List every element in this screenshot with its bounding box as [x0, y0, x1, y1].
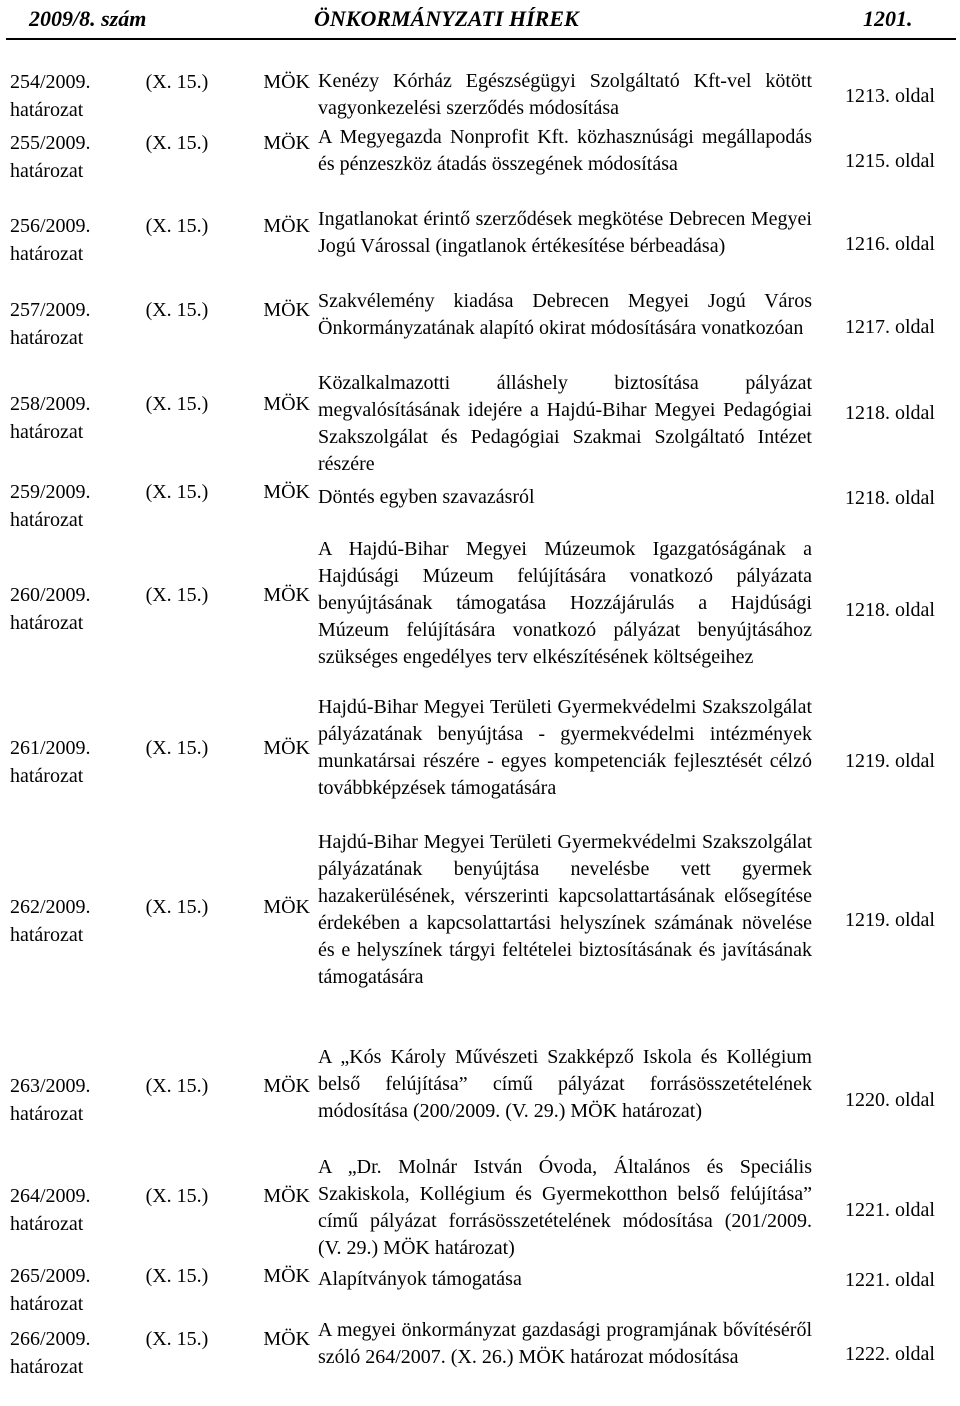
resolution-kind: határozat — [10, 1103, 84, 1125]
page-reference: 1213. oldal — [845, 85, 935, 107]
reference-line — [10, 1072, 310, 1100]
index-entry — [0, 206, 960, 288]
reference-line — [10, 581, 310, 609]
resolution-body: MÖK — [263, 1265, 310, 1287]
reference-line — [10, 296, 310, 324]
resolution-kind: határozat — [10, 327, 84, 349]
reference-line — [10, 390, 310, 418]
resolution-title: Ingatlanokat érintő szerződések megkötése Debrecen Megyei Jogú Várossal (ingatlanok értékesítése bérbeadása) — [318, 208, 812, 257]
page-reference: 1219. oldal — [845, 750, 935, 772]
resolution-reference — [10, 734, 310, 790]
resolution-body: MÖK — [263, 71, 310, 93]
resolution-kind: határozat — [10, 612, 84, 634]
resolution-reference — [10, 68, 310, 124]
resolution-body: MÖK — [263, 1185, 310, 1207]
resolution-title: A Megyegazda Nonprofit Kft. közhasznúsági megállapodás és pénzeszköz átadás összegének módosítása — [318, 126, 812, 175]
resolution-body: MÖK — [263, 132, 310, 154]
resolution-date: (X. 15.) — [145, 1185, 209, 1207]
page-reference: 1215. oldal — [845, 150, 935, 172]
resolution-date: (X. 15.) — [145, 215, 209, 237]
page-reference: 1218. oldal — [845, 402, 935, 424]
resolution-reference — [10, 390, 310, 446]
resolution-number: 258/2009. — [10, 393, 91, 415]
page-reference: 1221. oldal — [845, 1269, 935, 1291]
index-entry — [0, 68, 960, 124]
resolution-number: 259/2009. — [10, 481, 91, 503]
resolution-date: (X. 15.) — [145, 584, 209, 606]
resolution-number: 254/2009. — [10, 71, 91, 93]
resolution-body: MÖK — [263, 1328, 310, 1350]
resolution-number: 266/2009. — [10, 1328, 91, 1350]
resolution-number: 265/2009. — [10, 1265, 91, 1287]
page-reference: 1217. oldal — [845, 316, 935, 338]
reference-line — [10, 1325, 310, 1353]
reference-line — [10, 478, 310, 506]
page-reference: 1218. oldal — [845, 487, 935, 509]
resolution-title: A „Kós Károly Művészeti Szakképző Iskola és Kollégium belső felújítása” című pályázat forrásösszetételének módosítása (200/2009. (V. 29.) MÖK határozat) — [318, 1046, 812, 1122]
resolution-body: MÖK — [263, 299, 310, 321]
page-reference: 1219. oldal — [845, 909, 935, 931]
page-reference: 1221. oldal — [845, 1199, 935, 1221]
resolution-title: Döntés egyben szavazásról — [318, 486, 535, 508]
index-entry — [0, 288, 960, 370]
resolution-kind: határozat — [10, 1213, 84, 1235]
resolution-reference — [10, 1182, 310, 1238]
resolution-number: 255/2009. — [10, 132, 91, 154]
publication-title: ÖNKORMÁNYZATI HÍREK — [314, 6, 579, 31]
resolution-kind: határozat — [10, 765, 84, 787]
resolution-reference — [10, 296, 310, 352]
resolution-kind: határozat — [10, 924, 84, 946]
resolution-date: (X. 15.) — [145, 393, 209, 415]
resolution-reference — [10, 893, 310, 949]
resolution-date: (X. 15.) — [145, 896, 209, 918]
resolution-body: MÖK — [263, 481, 310, 503]
index-entry — [0, 829, 960, 1044]
resolution-date: (X. 15.) — [145, 132, 209, 154]
resolution-date: (X. 15.) — [145, 1328, 209, 1350]
resolution-number: 257/2009. — [10, 299, 91, 321]
resolution-reference — [10, 1072, 310, 1128]
resolution-reference — [10, 581, 310, 637]
resolution-title: A Hajdú-Bihar Megyei Múzeumok Igazgatóságának a Hajdúsági Múzeum felújítására vonatkozó pályázata benyújtásának támogatása Hozzájárulás a Hajdúsági Múzeum felújítására vonatkozó pályázat benyújtásához szükséges engedélyes terv elkészítésének költségeihez — [318, 538, 812, 668]
reference-line — [10, 1262, 310, 1290]
resolution-date: (X. 15.) — [145, 737, 209, 759]
reference-line — [10, 129, 310, 157]
page-reference: 1220. oldal — [845, 1089, 935, 1111]
resolution-kind: határozat — [10, 421, 84, 443]
index-entry — [0, 1262, 960, 1317]
resolution-date: (X. 15.) — [145, 71, 209, 93]
reference-line — [10, 212, 310, 240]
resolution-title: Alapítványok támogatása — [318, 1268, 522, 1290]
index-entry — [0, 694, 960, 829]
resolution-body: MÖK — [263, 393, 310, 415]
resolution-kind: határozat — [10, 509, 84, 531]
resolution-title: Szakvélemény kiadása Debrecen Megyei Jogú Város Önkormányzatának alapító okirat módosítására vonatkozóan — [318, 290, 812, 339]
resolution-reference — [10, 212, 310, 268]
page-reference: 1216. oldal — [845, 233, 935, 255]
page-header — [0, 0, 960, 40]
index-entry — [0, 536, 960, 694]
resolution-kind: határozat — [10, 160, 84, 182]
resolution-body: MÖK — [263, 584, 310, 606]
resolution-number: 264/2009. — [10, 1185, 91, 1207]
resolution-kind: határozat — [10, 1293, 84, 1315]
resolution-number: 260/2009. — [10, 584, 91, 606]
resolution-date: (X. 15.) — [145, 1075, 209, 1097]
page-reference: 1218. oldal — [845, 599, 935, 621]
resolution-body: MÖK — [263, 1075, 310, 1097]
resolution-number: 256/2009. — [10, 215, 91, 237]
resolution-title: A „Dr. Molnár István Óvoda, Általános és Speciális Szakiskola, Kollégium és Gyermekotthon belső felújítása” című pályázat forrásösszetételének módosítása (201/2009. (V. 29.) MÖK határozat) — [318, 1156, 812, 1259]
resolution-title: Közalkalmazotti álláshely biztosítása pályázat megvalósításának idejére a Hajdú-Bihar Megyei Pedagógiai Szakszolgálat és Pedagógiai Szakmai Szolgáltató Intézet részére — [318, 372, 812, 475]
resolution-date: (X. 15.) — [145, 299, 209, 321]
resolution-number: 262/2009. — [10, 896, 91, 918]
resolution-body: MÖK — [263, 215, 310, 237]
resolution-reference — [10, 1325, 310, 1381]
index-entry — [0, 480, 960, 536]
resolution-reference — [10, 478, 310, 534]
resolution-index — [0, 68, 960, 1399]
resolution-kind: határozat — [10, 243, 84, 265]
page-reference: 1222. oldal — [845, 1343, 935, 1365]
page-number: 1201. — [863, 6, 913, 31]
resolution-kind: határozat — [10, 1356, 84, 1378]
reference-line — [10, 734, 310, 762]
resolution-title: Hajdú-Bihar Megyei Területi Gyermekvédelmi Szakszolgálat pályázatának benyújtása - gyermekvédelmi intézmények munkatársai részére - egyes kompetenciák fejlesztését célzó továbbképzések támogatására — [318, 696, 812, 799]
index-entry — [0, 1044, 960, 1154]
header-rule — [6, 38, 956, 40]
reference-line — [10, 893, 310, 921]
index-entry — [0, 1154, 960, 1262]
resolution-kind: határozat — [10, 99, 84, 121]
resolution-number: 261/2009. — [10, 737, 91, 759]
resolution-body: MÖK — [263, 896, 310, 918]
index-entry — [0, 124, 960, 206]
resolution-title: A megyei önkormányzat gazdasági programjának bővítéséről szóló 264/2007. (X. 26.) MÖK határozat módosítása — [318, 1319, 812, 1368]
resolution-title: Hajdú-Bihar Megyei Területi Gyermekvédelmi Szakszolgálat pályázatának benyújtása nevelésbe vett gyermek hazakerülésének, vérszerinti kapcsolattartásának elősegítése érdekében a kapcsolattartási helyszínek számának növelése és e helyszínek tárgyi feltételei biztosításának és javításának támogatására — [318, 831, 812, 988]
reference-line — [10, 1182, 310, 1210]
index-entry — [0, 1317, 960, 1399]
resolution-number: 263/2009. — [10, 1075, 91, 1097]
reference-line — [10, 68, 310, 96]
resolution-body: MÖK — [263, 737, 310, 759]
resolution-reference — [10, 1262, 310, 1318]
index-entry — [0, 370, 960, 480]
issue-number: 2009/8. szám — [29, 6, 147, 31]
resolution-title: Kenézy Kórház Egészségügyi Szolgáltató Kft-vel kötött vagyonkezelési szerződés módosítása — [318, 70, 812, 119]
resolution-date: (X. 15.) — [145, 1265, 209, 1287]
resolution-reference — [10, 129, 310, 185]
resolution-date: (X. 15.) — [145, 481, 209, 503]
